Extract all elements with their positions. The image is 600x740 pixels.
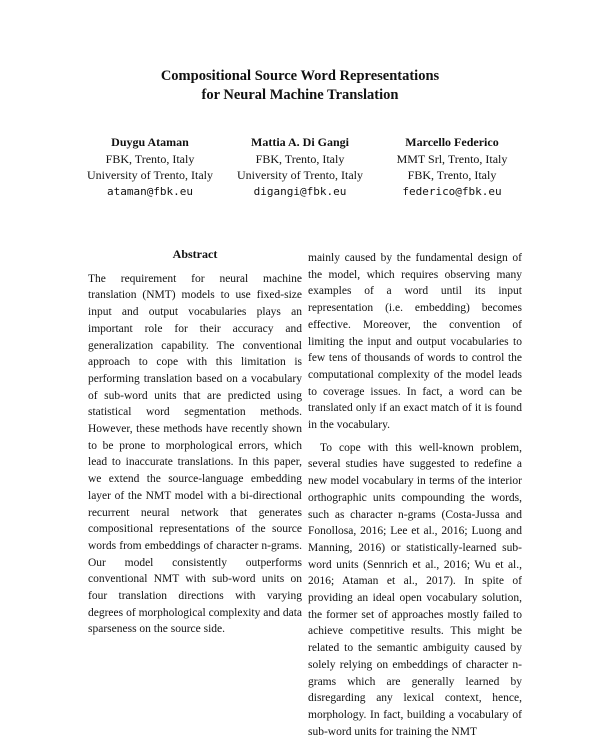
abstract-heading: Abstract: [172, 247, 218, 261]
body-paragraph-2: To cope with this well-known problem, several studies have suggested to redefine a new model vocabulary in terms of the interior orthographic units compounding the words, such as character n-grams (Costa-Jussa and Fonollosa, 2016; Lee et al., 2016; Luong and Manning, 2016) or statistically-learned sub-word units (Sennrich et al., 2016; Wu et al., 2016; Ataman et al., 2017). In spite of providing an ideal open vocabulary solution, the former set of approaches mostly failed to achieve competitive results. This might be related to the semantic ambiguity caused by solely relying on embeddings of character n-grams which are generally learned by disregarding any lexical context, hence, morphology. In fact, building a vocabulary of sub-word units for training the NMT: [308, 441, 522, 738]
author-affiliation: FBK, Trento, Italy: [407, 168, 497, 182]
author-email[interactable]: digangi@fbk.eu: [253, 184, 347, 198]
author-email[interactable]: federico@fbk.eu: [402, 184, 502, 198]
author-affiliation: FBK, Trento, Italy: [105, 151, 195, 166]
author-email[interactable]: ataman@fbk.eu: [106, 184, 194, 198]
author-affiliation: FBK, Trento, Italy: [255, 151, 345, 166]
title-line-2: for Neural Machine Translation: [201, 87, 399, 103]
author-block-3: [362, 134, 542, 200]
body-column: [308, 250, 522, 740]
paper-title: [0, 67, 600, 105]
title-line-1: Compositional Source Word Representations: [160, 68, 440, 84]
abstract-column: [88, 246, 302, 638]
author-affiliation: University of Trento, Italy: [87, 168, 213, 182]
author-name: Duygu Ataman: [111, 135, 189, 149]
author-name: Mattia A. Di Gangi: [251, 135, 349, 149]
abstract-text: The requirement for neural machine translation (NMT) models to use fixed-size input and output vocabularies plays an important role for their accuracy and generalization capability. The conventional approach to cope with this limitation is performing translation based on a vocabulary of sub-word units that are predicted using statistical word segmentation methods. However, these methods have recently shown to be prone to morphological errors, which lead to inaccurate translations. In this paper, we extend the source-language embedding layer of the NMT model with a bi-directional recurrent neural network that generates compositional representations of the source words from embeddings of character n-grams. Our model consistently outperforms conventional NMT with sub-word units on four translation directions with varying degrees of morphological complexity and data sparseness on the source side.: [88, 272, 302, 636]
body-paragraph-1: mainly caused by the fundamental design of the model, which requires observing many examples of a word until its input representation (i.e. embedding) becomes effective. Moreover, the convention of limiting the input and output vocabularies to few tens of thousands of words to control the computational complexity of the model leads to coverage issues. In fact, a word can be translated only if an exact match of it is found in the vocabulary.: [308, 252, 522, 432]
author-name: Marcello Federico: [405, 135, 499, 149]
author-affiliation: MMT Srl, Trento, Italy: [396, 151, 508, 166]
author-affiliation: University of Trento, Italy: [237, 168, 363, 182]
